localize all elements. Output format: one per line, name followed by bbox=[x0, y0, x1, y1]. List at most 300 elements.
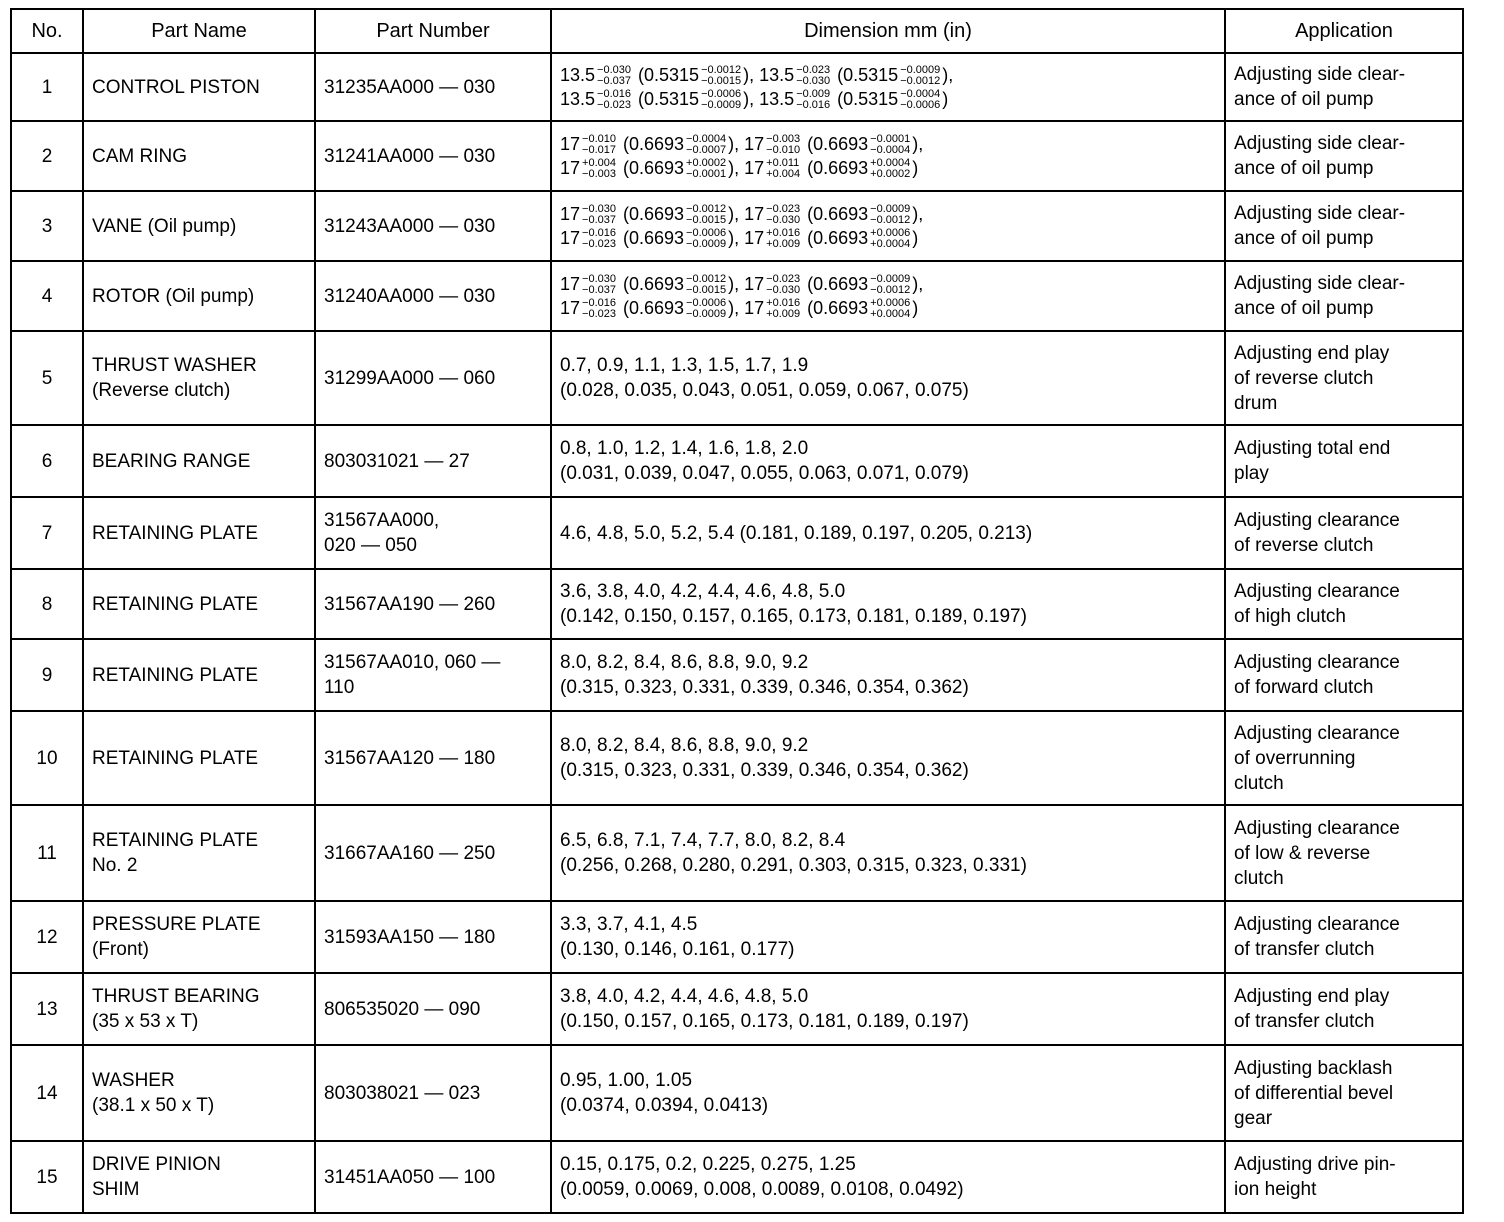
cell-dimension bbox=[551, 1045, 1225, 1141]
application-line: of differential bevel bbox=[1234, 1082, 1394, 1104]
cell-no: 1 bbox=[11, 53, 83, 121]
tolerance-upper: −0.0012 bbox=[686, 203, 727, 215]
cell-no: 11 bbox=[11, 805, 83, 901]
cell-no: 14 bbox=[11, 1045, 83, 1141]
part-number-line: 31451AA050 — 100 bbox=[324, 1166, 496, 1188]
tolerance-lower: −0.023 bbox=[582, 238, 616, 251]
cell-application bbox=[1225, 973, 1463, 1045]
cell-part-name bbox=[83, 425, 315, 497]
tolerance bbox=[686, 298, 726, 320]
application-line: of overrunning bbox=[1234, 747, 1356, 769]
cell-part-number bbox=[315, 1045, 551, 1141]
dimension-line: (0.315, 0.323, 0.331, 0.339, 0.346, 0.354, 0.362) bbox=[560, 760, 969, 781]
tolerance-upper: −0.0009 bbox=[870, 203, 911, 215]
tolerance bbox=[582, 228, 616, 250]
dim-base: 17 bbox=[739, 203, 765, 224]
tolerance bbox=[701, 65, 741, 87]
cell-no: 13 bbox=[11, 973, 83, 1045]
application-line: of transfer clutch bbox=[1234, 1011, 1375, 1032]
dimension-line: (0.031, 0.039, 0.047, 0.055, 0.063, 0.071, 0.079) bbox=[560, 463, 969, 484]
part-number-line: 31593AA150 — 180 bbox=[324, 926, 496, 948]
part-number-line: 110 bbox=[324, 677, 355, 698]
tolerance bbox=[870, 134, 910, 156]
tolerance-upper: +0.0006 bbox=[870, 297, 911, 310]
dim-base: 17 bbox=[560, 273, 581, 294]
tolerance-lower: −0.0006 bbox=[900, 99, 941, 112]
dim-end: ), bbox=[743, 89, 755, 109]
cell-application bbox=[1225, 121, 1463, 191]
application-line: ance of oil pump bbox=[1234, 298, 1374, 319]
application-line: Adjusting clearance bbox=[1234, 722, 1400, 744]
cell-part-number bbox=[315, 261, 551, 331]
tolerance bbox=[701, 89, 741, 111]
tolerance-lower: −0.017 bbox=[582, 144, 616, 156]
cell-part-number bbox=[315, 639, 551, 711]
cell-part-number bbox=[315, 1141, 551, 1213]
cell-part-number bbox=[315, 805, 551, 901]
dim-inch-base: (0.6693 bbox=[802, 158, 869, 178]
cell-no: 2 bbox=[11, 121, 83, 191]
part-number-line: 31667AA160 — 250 bbox=[324, 842, 496, 864]
cell-no: 5 bbox=[11, 331, 83, 425]
cell-no: 4 bbox=[11, 261, 83, 331]
cell-part-number bbox=[315, 901, 551, 973]
dim-base: 17 bbox=[739, 298, 765, 318]
tolerance-upper: +0.004 bbox=[582, 157, 616, 170]
table-row bbox=[11, 973, 1463, 1045]
tolerance-lower: −0.030 bbox=[796, 75, 831, 87]
tolerance-lower: −0.030 bbox=[766, 284, 801, 296]
part-name-line: CONTROL PISTON bbox=[92, 76, 260, 98]
cell-part-name bbox=[83, 1141, 315, 1213]
table-row bbox=[11, 121, 1463, 191]
tolerance-upper: +0.016 bbox=[766, 297, 801, 310]
tolerance bbox=[766, 228, 800, 250]
tolerance bbox=[766, 204, 800, 226]
table-row bbox=[11, 331, 1463, 425]
tolerance bbox=[900, 89, 940, 111]
table-row bbox=[11, 261, 1463, 331]
dim-end: ), bbox=[942, 64, 954, 85]
part-name-line: No. 2 bbox=[92, 855, 138, 876]
tolerance bbox=[686, 158, 726, 180]
cell-dimension bbox=[551, 121, 1225, 191]
dim-inch-base: (0.6693 bbox=[617, 133, 685, 154]
part-name-line: (Front) bbox=[92, 939, 149, 960]
tolerance bbox=[686, 134, 726, 156]
tolerance bbox=[766, 134, 800, 156]
tolerance bbox=[870, 228, 910, 250]
cell-part-name bbox=[83, 639, 315, 711]
part-number-line: 31243AA000 — 030 bbox=[324, 215, 496, 237]
tolerance-lower: −0.0009 bbox=[686, 308, 727, 321]
dimension-line: 3.3, 3.7, 4.1, 4.5 bbox=[560, 914, 698, 935]
tolerance-upper: −0.0006 bbox=[701, 88, 742, 101]
dimension-line: 3.8, 4.0, 4.2, 4.4, 4.6, 4.8, 5.0 bbox=[560, 986, 809, 1007]
application-line: ance of oil pump bbox=[1234, 158, 1374, 179]
cell-no: 6 bbox=[11, 425, 83, 497]
dim-end: ), bbox=[728, 133, 740, 154]
dim-base: 17 bbox=[560, 133, 581, 154]
tolerance bbox=[766, 158, 800, 180]
part-name-line: (Reverse clutch) bbox=[92, 380, 231, 401]
part-name-line: RETAINING PLATE bbox=[92, 830, 259, 851]
parts-table-sheet bbox=[10, 8, 1462, 1214]
application-line: clutch bbox=[1234, 867, 1284, 889]
tolerance-lower: +0.0004 bbox=[870, 308, 911, 321]
tolerance bbox=[766, 274, 800, 296]
application-line: Adjusting side clear- bbox=[1234, 273, 1406, 294]
tolerance-lower: −0.0009 bbox=[686, 238, 727, 251]
cell-dimension bbox=[551, 1141, 1225, 1213]
application-line: ance of oil pump bbox=[1234, 228, 1374, 249]
dim-end: ), bbox=[728, 228, 740, 248]
tolerance bbox=[686, 274, 726, 296]
tolerance-upper: −0.0006 bbox=[686, 297, 727, 310]
dim-inch-base: (0.5315 bbox=[832, 64, 899, 85]
cell-no: 10 bbox=[11, 711, 83, 805]
tolerance-upper: −0.023 bbox=[766, 273, 801, 285]
dimension-line bbox=[560, 87, 1216, 111]
tolerance bbox=[870, 204, 910, 226]
application-line: Adjusting clearance bbox=[1234, 581, 1400, 602]
cell-dimension bbox=[551, 973, 1225, 1045]
dim-base: 13.5 bbox=[560, 89, 596, 109]
dimension-line: (0.0374, 0.0394, 0.0413) bbox=[560, 1095, 769, 1116]
application-line: Adjusting clearance bbox=[1234, 914, 1400, 935]
part-number-line: 31299AA000 — 060 bbox=[324, 367, 496, 389]
tolerance-lower: −0.003 bbox=[582, 168, 616, 181]
dim-inch-base: (0.6693 bbox=[617, 158, 685, 178]
dim-inch-base: (0.6693 bbox=[617, 228, 685, 248]
cell-part-name bbox=[83, 711, 315, 805]
application-line: gear bbox=[1234, 1107, 1273, 1129]
tolerance bbox=[582, 134, 616, 156]
dim-end: ), bbox=[728, 298, 740, 318]
dim-base: 17 bbox=[739, 158, 765, 178]
dim-base: 17 bbox=[739, 133, 765, 154]
tolerance-upper: −0.0006 bbox=[686, 227, 727, 240]
part-number-line: 31567AA120 — 180 bbox=[324, 747, 496, 769]
dimension-line: (0.028, 0.035, 0.043, 0.051, 0.059, 0.067, 0.075) bbox=[560, 380, 969, 401]
cell-part-name bbox=[83, 53, 315, 121]
tolerance-upper: −0.016 bbox=[582, 297, 616, 310]
dim-end: ) bbox=[942, 89, 949, 109]
part-name-line: RETAINING PLATE bbox=[92, 593, 259, 615]
application-line: ance of oil pump bbox=[1234, 89, 1374, 110]
dimension-line bbox=[560, 272, 1216, 296]
dimension-line: (0.315, 0.323, 0.331, 0.339, 0.346, 0.354, 0.362) bbox=[560, 677, 969, 698]
cell-part-number bbox=[315, 425, 551, 497]
dim-base: 17 bbox=[560, 203, 581, 224]
table-row bbox=[11, 569, 1463, 639]
dim-base: 17 bbox=[739, 228, 765, 248]
cell-part-name bbox=[83, 973, 315, 1045]
header-no: No. bbox=[11, 9, 83, 53]
tolerance bbox=[766, 298, 800, 320]
tolerance-upper: −0.0009 bbox=[900, 64, 941, 76]
cell-part-number bbox=[315, 121, 551, 191]
dimension-line: 6.5, 6.8, 7.1, 7.4, 7.7, 8.0, 8.2, 8.4 bbox=[560, 830, 846, 851]
tolerance-upper: −0.030 bbox=[582, 203, 616, 215]
tolerance-lower: +0.009 bbox=[766, 238, 801, 251]
cell-application bbox=[1225, 261, 1463, 331]
tolerance-lower: −0.0001 bbox=[686, 168, 727, 181]
tolerance bbox=[796, 65, 830, 87]
tolerance-lower: −0.010 bbox=[766, 144, 801, 156]
cell-application bbox=[1225, 331, 1463, 425]
tolerance bbox=[582, 204, 616, 226]
cell-application bbox=[1225, 1141, 1463, 1213]
cell-application bbox=[1225, 1045, 1463, 1141]
adjustment-parts-table bbox=[10, 8, 1464, 1214]
tolerance-lower: −0.0004 bbox=[870, 144, 911, 156]
part-name-line: THRUST BEARING bbox=[92, 986, 260, 1007]
part-number-line: 806535020 — 090 bbox=[324, 998, 481, 1020]
dim-base: 13.5 bbox=[560, 64, 596, 85]
part-number-line: 803031021 — 27 bbox=[324, 450, 470, 472]
dim-end: ), bbox=[912, 203, 924, 224]
tolerance-lower: +0.0004 bbox=[870, 238, 911, 251]
dimension-line: 8.0, 8.2, 8.4, 8.6, 8.8, 9.0, 9.2 bbox=[560, 735, 809, 756]
dim-inch-base: (0.5315 bbox=[832, 89, 899, 109]
application-line: Adjusting clearance bbox=[1234, 817, 1400, 839]
tolerance-lower: −0.0007 bbox=[686, 144, 727, 156]
part-name-line: VANE (Oil pump) bbox=[92, 215, 237, 237]
dim-end: ) bbox=[912, 298, 919, 318]
application-line: Adjusting side clear- bbox=[1234, 64, 1406, 85]
tolerance bbox=[582, 274, 616, 296]
cell-dimension bbox=[551, 191, 1225, 261]
tolerance-lower: −0.023 bbox=[582, 308, 616, 321]
dim-inch-base: (0.6693 bbox=[802, 298, 869, 318]
table-row bbox=[11, 191, 1463, 261]
dim-base: 17 bbox=[560, 158, 581, 178]
tolerance-upper: −0.016 bbox=[597, 88, 631, 101]
header-part-number: Part Number bbox=[315, 9, 551, 53]
dimension-line: 0.7, 0.9, 1.1, 1.3, 1.5, 1.7, 1.9 bbox=[560, 355, 809, 376]
cell-application bbox=[1225, 497, 1463, 569]
dim-end: ), bbox=[912, 273, 924, 294]
cell-part-number bbox=[315, 331, 551, 425]
cell-dimension bbox=[551, 901, 1225, 973]
cell-no: 9 bbox=[11, 639, 83, 711]
tolerance-upper: −0.0012 bbox=[701, 64, 742, 76]
cell-application bbox=[1225, 53, 1463, 121]
tolerance-lower: −0.037 bbox=[582, 284, 616, 296]
dimension-line bbox=[560, 132, 1216, 156]
cell-dimension bbox=[551, 497, 1225, 569]
cell-part-name bbox=[83, 497, 315, 569]
dim-base: 17 bbox=[560, 228, 581, 248]
cell-no: 3 bbox=[11, 191, 83, 261]
dim-end: ), bbox=[912, 133, 924, 154]
dim-inch-base: (0.6693 bbox=[617, 273, 685, 294]
part-name-line: DRIVE PINION bbox=[92, 1154, 221, 1175]
dimension-line bbox=[560, 63, 1216, 87]
cell-application bbox=[1225, 805, 1463, 901]
tolerance-upper: +0.0004 bbox=[870, 157, 911, 170]
tolerance-lower: −0.037 bbox=[597, 75, 631, 87]
application-line: of reverse clutch bbox=[1234, 367, 1374, 389]
tolerance bbox=[870, 274, 910, 296]
part-name-line: (35 x 53 x T) bbox=[92, 1011, 199, 1032]
tolerance-upper: −0.030 bbox=[597, 64, 631, 76]
cell-dimension bbox=[551, 425, 1225, 497]
application-line: Adjusting side clear- bbox=[1234, 133, 1406, 154]
table-row bbox=[11, 1141, 1463, 1213]
table-row bbox=[11, 639, 1463, 711]
part-name-line: RETAINING PLATE bbox=[92, 747, 259, 769]
tolerance bbox=[796, 89, 830, 111]
part-name-line: SHIM bbox=[92, 1179, 140, 1200]
header-application: Application bbox=[1225, 9, 1463, 53]
dim-inch-base: (0.6693 bbox=[802, 228, 869, 248]
application-line: play bbox=[1234, 463, 1269, 484]
dim-base: 13.5 bbox=[754, 64, 795, 85]
cell-application bbox=[1225, 191, 1463, 261]
tolerance bbox=[870, 298, 910, 320]
cell-part-name bbox=[83, 121, 315, 191]
tolerance-upper: −0.016 bbox=[582, 227, 616, 240]
dimension-line: (0.142, 0.150, 0.157, 0.165, 0.173, 0.181, 0.189, 0.197) bbox=[560, 606, 1027, 627]
table-row bbox=[11, 1045, 1463, 1141]
application-line: Adjusting drive pin- bbox=[1234, 1154, 1396, 1175]
table-row bbox=[11, 53, 1463, 121]
dim-inch-base: (0.6693 bbox=[617, 203, 685, 224]
part-name-line: (38.1 x 50 x T) bbox=[92, 1095, 215, 1116]
part-number-line: 31241AA000 — 030 bbox=[324, 145, 496, 167]
cell-part-name bbox=[83, 1045, 315, 1141]
tolerance-lower: −0.016 bbox=[796, 99, 831, 112]
tolerance-lower: −0.0012 bbox=[870, 214, 911, 226]
cell-part-name bbox=[83, 331, 315, 425]
cell-part-number bbox=[315, 973, 551, 1045]
tolerance-lower: −0.0012 bbox=[870, 284, 911, 296]
dim-end: ), bbox=[728, 158, 740, 178]
dim-base: 17 bbox=[739, 273, 765, 294]
application-line: clutch bbox=[1234, 772, 1284, 794]
application-line: Adjusting total end bbox=[1234, 438, 1391, 459]
cell-no: 8 bbox=[11, 569, 83, 639]
cell-dimension bbox=[551, 261, 1225, 331]
dim-end: ), bbox=[728, 273, 740, 294]
application-line: Adjusting side clear- bbox=[1234, 203, 1406, 224]
dimension-line bbox=[560, 156, 1216, 180]
part-name-line: THRUST WASHER bbox=[92, 355, 257, 376]
part-name-line: RETAINING PLATE bbox=[92, 664, 259, 686]
application-line: of reverse clutch bbox=[1234, 535, 1374, 556]
tolerance bbox=[597, 65, 631, 87]
cell-dimension bbox=[551, 53, 1225, 121]
part-number-line: 31240AA000 — 030 bbox=[324, 285, 496, 307]
cell-application bbox=[1225, 569, 1463, 639]
application-line: Adjusting clearance bbox=[1234, 652, 1400, 673]
dim-end: ), bbox=[743, 64, 755, 85]
part-number-line: 31567AA000, bbox=[324, 510, 440, 531]
table-body bbox=[11, 53, 1463, 1213]
dimension-line: 0.8, 1.0, 1.2, 1.4, 1.6, 1.8, 2.0 bbox=[560, 438, 809, 459]
table-row bbox=[11, 805, 1463, 901]
cell-dimension bbox=[551, 569, 1225, 639]
part-name-line: ROTOR (Oil pump) bbox=[92, 285, 255, 307]
cell-no: 12 bbox=[11, 901, 83, 973]
cell-dimension bbox=[551, 805, 1225, 901]
part-name-line: CAM RING bbox=[92, 145, 187, 167]
part-number-line: 803038021 — 023 bbox=[324, 1082, 481, 1104]
dim-base: 13.5 bbox=[754, 89, 795, 109]
tolerance-upper: −0.0004 bbox=[686, 133, 727, 145]
dimension-line: (0.256, 0.268, 0.280, 0.291, 0.303, 0.315, 0.323, 0.331) bbox=[560, 855, 1027, 876]
table-row bbox=[11, 901, 1463, 973]
tolerance-upper: +0.0006 bbox=[870, 227, 911, 240]
application-line: Adjusting clearance bbox=[1234, 510, 1400, 531]
dimension-line: 0.95, 1.00, 1.05 bbox=[560, 1070, 693, 1091]
tolerance bbox=[900, 65, 940, 87]
part-number-line: 020 — 050 bbox=[324, 535, 417, 556]
tolerance-lower: −0.0015 bbox=[686, 284, 727, 296]
table-row bbox=[11, 497, 1463, 569]
tolerance bbox=[582, 298, 616, 320]
tolerance-lower: −0.023 bbox=[597, 99, 631, 112]
tolerance-upper: −0.0001 bbox=[870, 133, 911, 145]
cell-part-number bbox=[315, 53, 551, 121]
cell-no: 15 bbox=[11, 1141, 83, 1213]
cell-application bbox=[1225, 639, 1463, 711]
tolerance-upper: +0.0002 bbox=[686, 157, 727, 170]
tolerance-lower: +0.004 bbox=[766, 168, 801, 181]
dim-inch-base: (0.5315 bbox=[633, 64, 700, 85]
dimension-line bbox=[560, 226, 1216, 250]
dimension-line: (0.130, 0.146, 0.161, 0.177) bbox=[560, 939, 795, 960]
part-number-line: 31567AA010, 060 — bbox=[324, 652, 501, 673]
tolerance-upper: −0.0004 bbox=[900, 88, 941, 101]
cell-dimension bbox=[551, 331, 1225, 425]
cell-part-number bbox=[315, 497, 551, 569]
tolerance-upper: +0.016 bbox=[766, 227, 801, 240]
dimension-line: 8.0, 8.2, 8.4, 8.6, 8.8, 9.0, 9.2 bbox=[560, 652, 809, 673]
application-line: of forward clutch bbox=[1234, 677, 1374, 698]
tolerance bbox=[582, 158, 616, 180]
application-line: of transfer clutch bbox=[1234, 939, 1375, 960]
tolerance-lower: −0.0012 bbox=[900, 75, 941, 87]
tolerance bbox=[870, 158, 910, 180]
cell-dimension bbox=[551, 711, 1225, 805]
header-part-name: Part Name bbox=[83, 9, 315, 53]
cell-part-name bbox=[83, 569, 315, 639]
tolerance-lower: −0.0009 bbox=[701, 99, 742, 112]
tolerance-lower: +0.0002 bbox=[870, 168, 911, 181]
dimension-line bbox=[560, 202, 1216, 226]
dim-end: ), bbox=[728, 203, 740, 224]
cell-no: 7 bbox=[11, 497, 83, 569]
application-line: drum bbox=[1234, 392, 1278, 414]
dimension-line: (0.150, 0.157, 0.165, 0.173, 0.181, 0.189, 0.197) bbox=[560, 1011, 969, 1032]
cell-part-number bbox=[315, 711, 551, 805]
dim-inch-base: (0.5315 bbox=[633, 89, 700, 109]
cell-application bbox=[1225, 901, 1463, 973]
application-line: Adjusting end play bbox=[1234, 342, 1390, 364]
cell-part-number bbox=[315, 191, 551, 261]
table-row bbox=[11, 425, 1463, 497]
dim-inch-base: (0.6693 bbox=[802, 133, 869, 154]
tolerance-upper: −0.0009 bbox=[870, 273, 911, 285]
cell-dimension bbox=[551, 639, 1225, 711]
dimension-line: 0.15, 0.175, 0.2, 0.225, 0.275, 1.25 bbox=[560, 1154, 856, 1175]
cell-part-name bbox=[83, 805, 315, 901]
cell-part-number bbox=[315, 569, 551, 639]
part-name-line: PRESSURE PLATE bbox=[92, 914, 261, 935]
